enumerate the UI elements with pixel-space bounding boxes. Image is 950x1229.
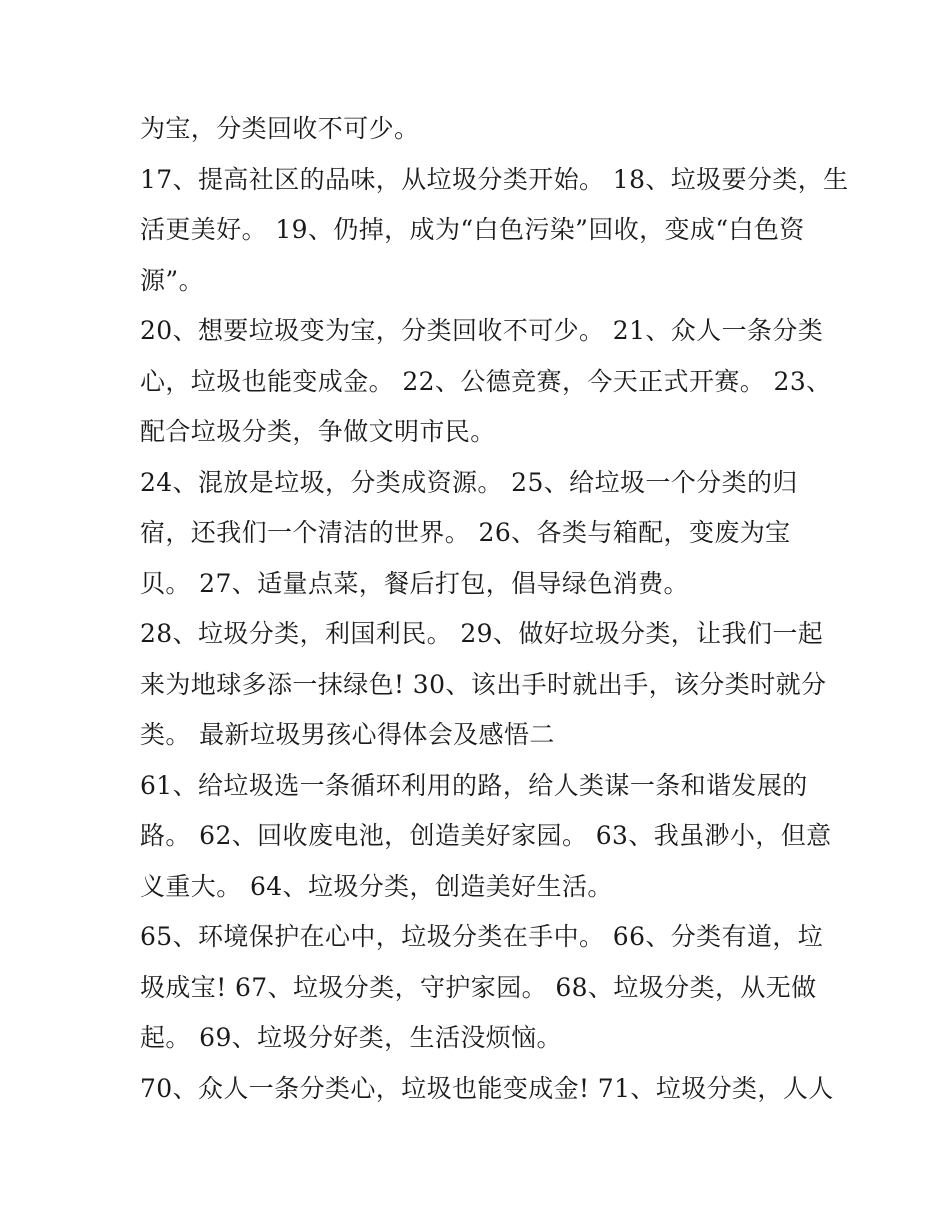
text-line: 源”。 xyxy=(140,265,204,295)
text-line: 宿，还我们一个清洁的世界。 26、各类与箱配，变废为宝 xyxy=(140,518,791,547)
text-line: 贝。 27、适量点菜，餐后打包，倡导绿色消费。 xyxy=(140,568,689,598)
text-line: 24、混放是垃圾，分类成资源。 25、给垃圾一个分类的归 xyxy=(140,467,798,497)
text-line: 路。 62、回收废电池，创造美好家园。 63、我虽渺小，但意 xyxy=(140,821,832,850)
text-line: 61、给垃圾选一条循环利用的路，给人类谋一条和谐发展的 xyxy=(140,770,808,800)
text-line: 65、环境保护在心中，垃圾分类在手中。 66、分类有道，垃 xyxy=(140,922,824,951)
text-line: 活更美好。 19、仍掉，成为“白色污染”回收，变成“白色资 xyxy=(140,215,805,244)
text-line: 为宝，分类回收不可少。 xyxy=(140,114,420,143)
document-body xyxy=(140,104,849,1114)
text-line: 圾成宝! 67、垃圾分类，守护家园。 68、垃圾分类，从无做 xyxy=(140,972,817,1002)
text-line: 类。 最新垃圾男孩心得体会及感悟二 xyxy=(140,720,555,749)
text-line: 义重大。 64、垃圾分类，创造美好生活。 xyxy=(140,871,613,901)
text-line: 28、垃圾分类，利国利民。 29、做好垃圾分类，让我们一起 xyxy=(140,619,824,648)
text-line: 配合垃圾分类，争做文明市民。 xyxy=(140,417,496,446)
text-line: 心，垃圾也能变成金。 22、公德竞赛，今天正式开赛。 23、 xyxy=(140,366,832,396)
text-line: 起。 69、垃圾分好类，生活没烦恼。 xyxy=(140,1023,562,1052)
text-line: 17、提高社区的品味，从垃圾分类开始。 18、垃圾要分类，生 xyxy=(140,164,849,194)
text-line: 来为地球多添一抹绿色! 30、该出手时就出手，该分类时就分 xyxy=(140,669,827,699)
text-line: 20、想要垃圾变为宝，分类回收不可少。 21、众人一条分类 xyxy=(140,316,824,345)
text-line: 70、众人一条分类心，垃圾也能变成金! 71、垃圾分类，人人 xyxy=(140,1073,834,1103)
